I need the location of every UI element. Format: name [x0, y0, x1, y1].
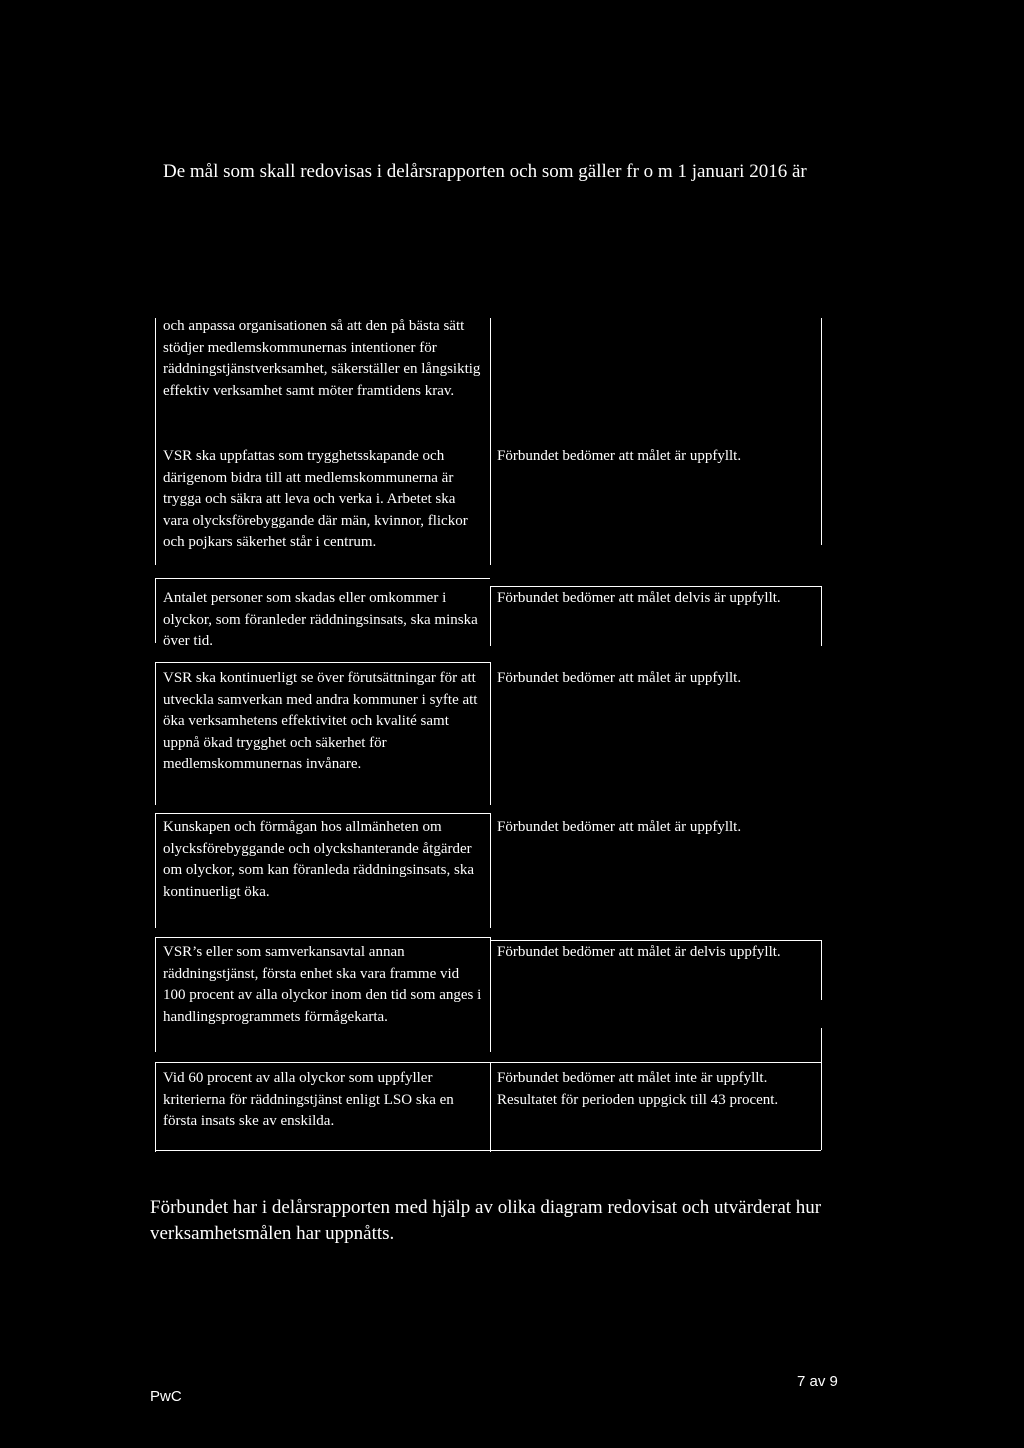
table-border: [155, 1062, 490, 1063]
table-border: [155, 1150, 821, 1151]
table-border: [155, 813, 490, 814]
table-border: [490, 662, 491, 805]
assessment-cell: Förbundet bedömer att målet är uppfyllt.: [497, 448, 742, 464]
goal-cell: Vid 60 procent av alla olyckor som uppfyller kriterierna för räddningstjänst enligt LSO ska en första insats ske av enskilda.: [163, 1070, 454, 1129]
table-border: [155, 937, 156, 1052]
table-border: [490, 586, 821, 587]
goal-cell: VSR ska kontinuerligt se över förutsättningar för att utveckla samverkan med andra kommuner i syfte att öka verksamhetens effektivitet och kvalité samt uppnå ökad trygghet och säkerhet för medlemskommunernas invånare.: [163, 670, 478, 772]
assessment-cell: Förbundet bedömer att målet är delvis uppfyllt.: [497, 944, 781, 960]
goal-cell: VSR’s eller som samverkansavtal annan räddningstjänst, första enhet ska vara framme vid 100 procent av alla olyckor inom den tid som anges i handlingsprogrammets förmågekarta.: [163, 944, 482, 1025]
assessment-cell: Förbundet bedömer att målet delvis är uppfyllt.: [497, 590, 781, 606]
table-border: [821, 940, 822, 1000]
table-border: [490, 1062, 821, 1063]
intro-text: De mål som skall redovisas i delårsrapporten och som gäller fr o m 1 januari 2016 är: [163, 161, 807, 182]
table-border: [155, 578, 490, 579]
goal-cell: VSR ska uppfattas som trygghetsskapande och därigenom bidra till att medlemskommunerna är trygga och säkra att leva och verka i. Arbetet ska vara olycksförebyggande där män, kvinnor, flickor och pojkars säkerhet står i centrum.: [163, 448, 468, 550]
assessment-cell: Förbundet bedömer att målet är uppfyllt.: [497, 670, 742, 686]
assessment-cell: Förbundet bedömer att målet inte är uppfyllt. Resultatet för perioden uppgick till 43 procent.: [497, 1070, 779, 1108]
table-border: [490, 937, 491, 1052]
closing-paragraph: Förbundet har i delårsrapporten med hjälp av olika diagram redovisat och utvärderat hur verksamhetsmålen har uppnåtts.: [150, 1197, 822, 1244]
table-border: [155, 662, 156, 805]
table-border: [490, 813, 491, 928]
goal-cell: Antalet personer som skadas eller omkommer i olyckor, som föranleder räddningsinsats, ska minska över tid.: [163, 590, 478, 649]
table-border: [821, 318, 822, 545]
table-border: [490, 318, 491, 565]
table-border: [155, 318, 156, 565]
page-number: 7 av 9: [797, 1373, 838, 1390]
table-border: [490, 586, 491, 646]
goal-cell: Kunskapen och förmågan hos allmänheten om olycksförebyggande och olyckshanterande åtgärder om olyckor, som kan föranleda räddningsinsats, ska kontinuerligt öka.: [163, 819, 475, 900]
table-border: [821, 586, 822, 646]
table-border: [155, 662, 490, 663]
goal-cell: och anpassa organisationen så att den på bästa sätt stödjer medlemskommunernas intentioner för räddningstjänstverksamhet, säkerställer en långsiktig effektiv verksamhet samt möter framtidens krav.: [163, 318, 481, 399]
table-border: [155, 1062, 156, 1152]
table-border: [490, 1062, 491, 1152]
assessment-cell: Förbundet bedömer att målet är uppfyllt.: [497, 819, 742, 835]
footer-brand: PwC: [150, 1388, 182, 1405]
table-border: [490, 940, 821, 941]
table-border: [821, 1028, 822, 1150]
table-border: [155, 578, 156, 643]
table-border: [155, 813, 156, 928]
table-border: [155, 937, 490, 938]
